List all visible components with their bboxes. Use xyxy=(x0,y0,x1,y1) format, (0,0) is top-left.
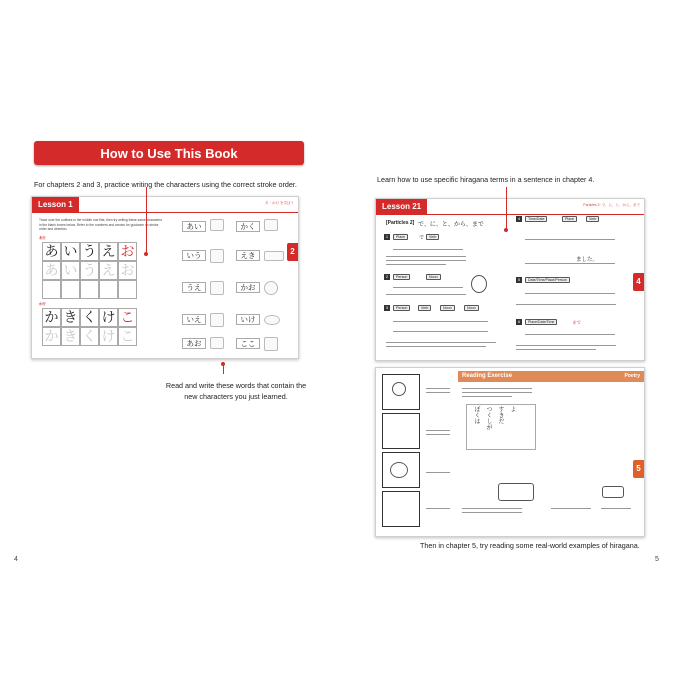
trace-cell: く xyxy=(80,327,99,346)
animal-illustration xyxy=(602,486,624,498)
text-line xyxy=(386,256,466,257)
example-number: 5 xyxy=(517,277,521,282)
here-picture xyxy=(264,337,278,351)
example-number: 4 xyxy=(517,216,521,221)
above-picture xyxy=(210,281,224,295)
blank-cell xyxy=(80,280,99,299)
grammar-tag-verb: Verb xyxy=(586,216,599,222)
comic-panel xyxy=(382,491,420,527)
word-text: あお xyxy=(182,338,206,349)
grammar-tag-noun: Noun xyxy=(440,305,455,311)
blank-cell xyxy=(99,280,118,299)
reading-exercise-page-preview xyxy=(375,367,645,537)
lesson-1-header xyxy=(32,197,298,213)
text-line xyxy=(386,294,466,295)
word-text: いけ xyxy=(236,314,260,325)
example-line xyxy=(393,321,488,322)
char-cell: く xyxy=(80,308,99,327)
poem-block-right xyxy=(551,404,591,450)
trace-cell: う xyxy=(80,261,99,280)
text-line xyxy=(462,392,532,393)
blue-picture xyxy=(210,337,224,349)
example-line xyxy=(393,287,463,288)
heart-picture xyxy=(210,219,224,231)
particles-label: [Particles 2] xyxy=(386,220,415,226)
example-line xyxy=(525,263,615,264)
stroke-grid-ka-row xyxy=(42,308,137,327)
face-picture xyxy=(264,281,278,295)
lesson-1-instructions: Trace over the outlines in the middle row first, then try writing these same characters in the blank boxes below. Refer to the numbers and arrows for guidance on stroke order and direction. xyxy=(39,218,163,231)
row-label-ka: か行 xyxy=(39,302,46,306)
translation-line xyxy=(426,508,450,509)
trace-cell: こ xyxy=(118,327,137,346)
lesson-21-header xyxy=(376,199,644,215)
translation-line xyxy=(426,388,450,389)
children-illustration xyxy=(498,483,534,501)
char-cell: け xyxy=(99,308,118,327)
example-line xyxy=(393,331,488,332)
stroke-grid-a-row xyxy=(42,242,137,261)
row-label-a: あ行 xyxy=(39,236,46,240)
grammar-tag-noun: Noun xyxy=(426,274,441,280)
lesson-1-tab: Lesson 1 xyxy=(32,197,79,213)
reading-exercise-subtitle: Poetry xyxy=(624,373,640,379)
text-line xyxy=(516,345,616,346)
word-text: いえ xyxy=(182,314,206,325)
poem-line: すきだ xyxy=(497,406,504,424)
text-line xyxy=(386,264,446,265)
grammar-tag-verb: Verb xyxy=(426,234,439,240)
callout-dot-sentence xyxy=(504,228,508,232)
text-line xyxy=(386,346,486,347)
chapter-5-tab: 5 xyxy=(633,460,644,478)
grammar-tag-noun: Noun xyxy=(464,305,479,311)
text-line xyxy=(462,508,522,509)
example-number: 6 xyxy=(517,319,521,324)
speaker-picture xyxy=(210,249,224,263)
word-box xyxy=(236,314,260,325)
house-picture xyxy=(210,313,224,327)
blank-grid-a-row xyxy=(42,280,137,299)
char-cell: い xyxy=(61,242,80,261)
grammar-tag-date-time-place-person: Date/Time/Place/Person xyxy=(525,277,570,283)
reading-exercise-title: Reading Exercise xyxy=(462,373,513,379)
lesson-1-page-preview xyxy=(31,196,299,359)
poem-line: ぼくは xyxy=(473,406,480,424)
character-illustration xyxy=(390,462,408,478)
example-sentence-ending: ました。 xyxy=(576,257,599,263)
word-box xyxy=(236,221,260,232)
word-text: いう xyxy=(182,250,206,261)
page-number-left: 4 xyxy=(14,556,18,563)
poem-line: つくしが xyxy=(485,406,492,430)
word-box xyxy=(182,282,206,293)
text-line xyxy=(386,260,466,261)
trace-cell: け xyxy=(99,327,118,346)
word-box xyxy=(182,221,206,232)
word-box xyxy=(236,282,260,293)
text-line xyxy=(462,396,512,397)
text-line xyxy=(601,508,631,509)
chapter-2-tab: 2 xyxy=(287,243,298,261)
text-line xyxy=(516,304,616,305)
trace-cell: か xyxy=(42,327,61,346)
lesson-21-tab: Lesson 21 xyxy=(376,199,427,215)
callout-line-words xyxy=(223,362,224,374)
example-number: 1 xyxy=(385,234,389,239)
word-text: かく xyxy=(236,221,260,232)
grammar-tag-place-date-time: Place/Date/Time xyxy=(525,319,557,325)
example-line xyxy=(525,334,615,335)
char-cell: う xyxy=(80,242,99,261)
word-box xyxy=(236,250,260,261)
trace-cell: あ xyxy=(42,261,61,280)
comic-panel xyxy=(382,413,420,449)
grammar-tag-place: Place xyxy=(562,216,577,222)
text-line xyxy=(386,342,496,343)
train-picture xyxy=(264,251,284,261)
word-text: ここ xyxy=(236,338,260,349)
word-box xyxy=(182,250,206,261)
caption-chapter-4: Learn how to use specific hiragana terms in a sentence in chapter 4. xyxy=(377,175,595,184)
blank-cell xyxy=(61,280,80,299)
particle-de: で xyxy=(419,235,425,241)
translation-line xyxy=(426,430,450,431)
grammar-tag-time-date: Time/Date xyxy=(525,216,547,222)
callout-line-sentence xyxy=(506,187,507,229)
grammar-tag-person: Person xyxy=(393,305,410,311)
blank-cell xyxy=(118,280,137,299)
callout-line-stroke xyxy=(146,187,147,254)
example-line xyxy=(393,249,463,250)
trace-grid-a-row xyxy=(42,261,137,280)
example-number: 2 xyxy=(385,274,389,279)
text-line xyxy=(462,512,522,513)
chapter-4-tab: 4 xyxy=(633,273,644,291)
trace-cell: お xyxy=(118,261,137,280)
text-line xyxy=(462,388,532,389)
word-box xyxy=(182,338,206,349)
page-number-right: 5 xyxy=(655,556,659,563)
grammar-tag-place: Place xyxy=(393,234,408,240)
example-line xyxy=(525,293,615,294)
grammar-tag-person: Person xyxy=(393,274,410,280)
word-text: あい xyxy=(182,221,206,232)
caption-chapters-2-3: For chapters 2 and 3, practice writing the characters using the correct stroke order. xyxy=(34,180,297,189)
word-box xyxy=(182,314,206,325)
caption-read-write-line2: new characters you just learned. xyxy=(184,392,288,401)
grammar-tag-verb: Verb xyxy=(418,305,431,311)
word-text: うえ xyxy=(182,282,206,293)
caption-chapter-5: Then in chapter 5, try reading some real-world examples of hiragana. xyxy=(420,541,640,550)
particle-made: まで xyxy=(572,321,581,326)
word-text: えき xyxy=(236,250,260,261)
trace-cell: い xyxy=(61,261,80,280)
word-text: かお xyxy=(236,282,260,293)
reading-exercise-header xyxy=(458,371,644,382)
trace-grid-ka-row xyxy=(42,327,137,346)
girl-illustration xyxy=(471,275,487,293)
pencil-picture xyxy=(264,219,278,231)
char-cell: こ xyxy=(118,308,137,327)
lesson-21-header-right: Particles 2: で、に、と、から、まで xyxy=(583,203,640,207)
word-box xyxy=(236,338,260,349)
text-line xyxy=(551,508,591,509)
page-title-banner: How to Use This Book xyxy=(34,141,304,165)
translation-line xyxy=(426,472,450,473)
example-line xyxy=(525,239,615,240)
char-cell: あ xyxy=(42,242,61,261)
text-line xyxy=(516,349,596,350)
particles-jp: で、に、と、から、まで xyxy=(418,221,484,228)
poem-line: よ xyxy=(509,406,516,412)
trace-cell: き xyxy=(61,327,80,346)
example-number: 3 xyxy=(385,305,389,310)
character-illustration xyxy=(392,382,406,396)
char-cell: お xyxy=(118,242,137,261)
char-cell: え xyxy=(99,242,118,261)
lesson-1-header-right: あ・か行 を学ぼう xyxy=(265,201,294,205)
translation-line xyxy=(426,434,450,435)
caption-read-write-line1: Read and write these words that contain the xyxy=(165,381,307,390)
trace-cell: え xyxy=(99,261,118,280)
translation-line xyxy=(426,392,450,393)
char-cell: き xyxy=(61,308,80,327)
blank-cell xyxy=(42,280,61,299)
pond-picture xyxy=(264,315,280,325)
lesson-21-page-preview xyxy=(375,198,645,361)
char-cell: か xyxy=(42,308,61,327)
